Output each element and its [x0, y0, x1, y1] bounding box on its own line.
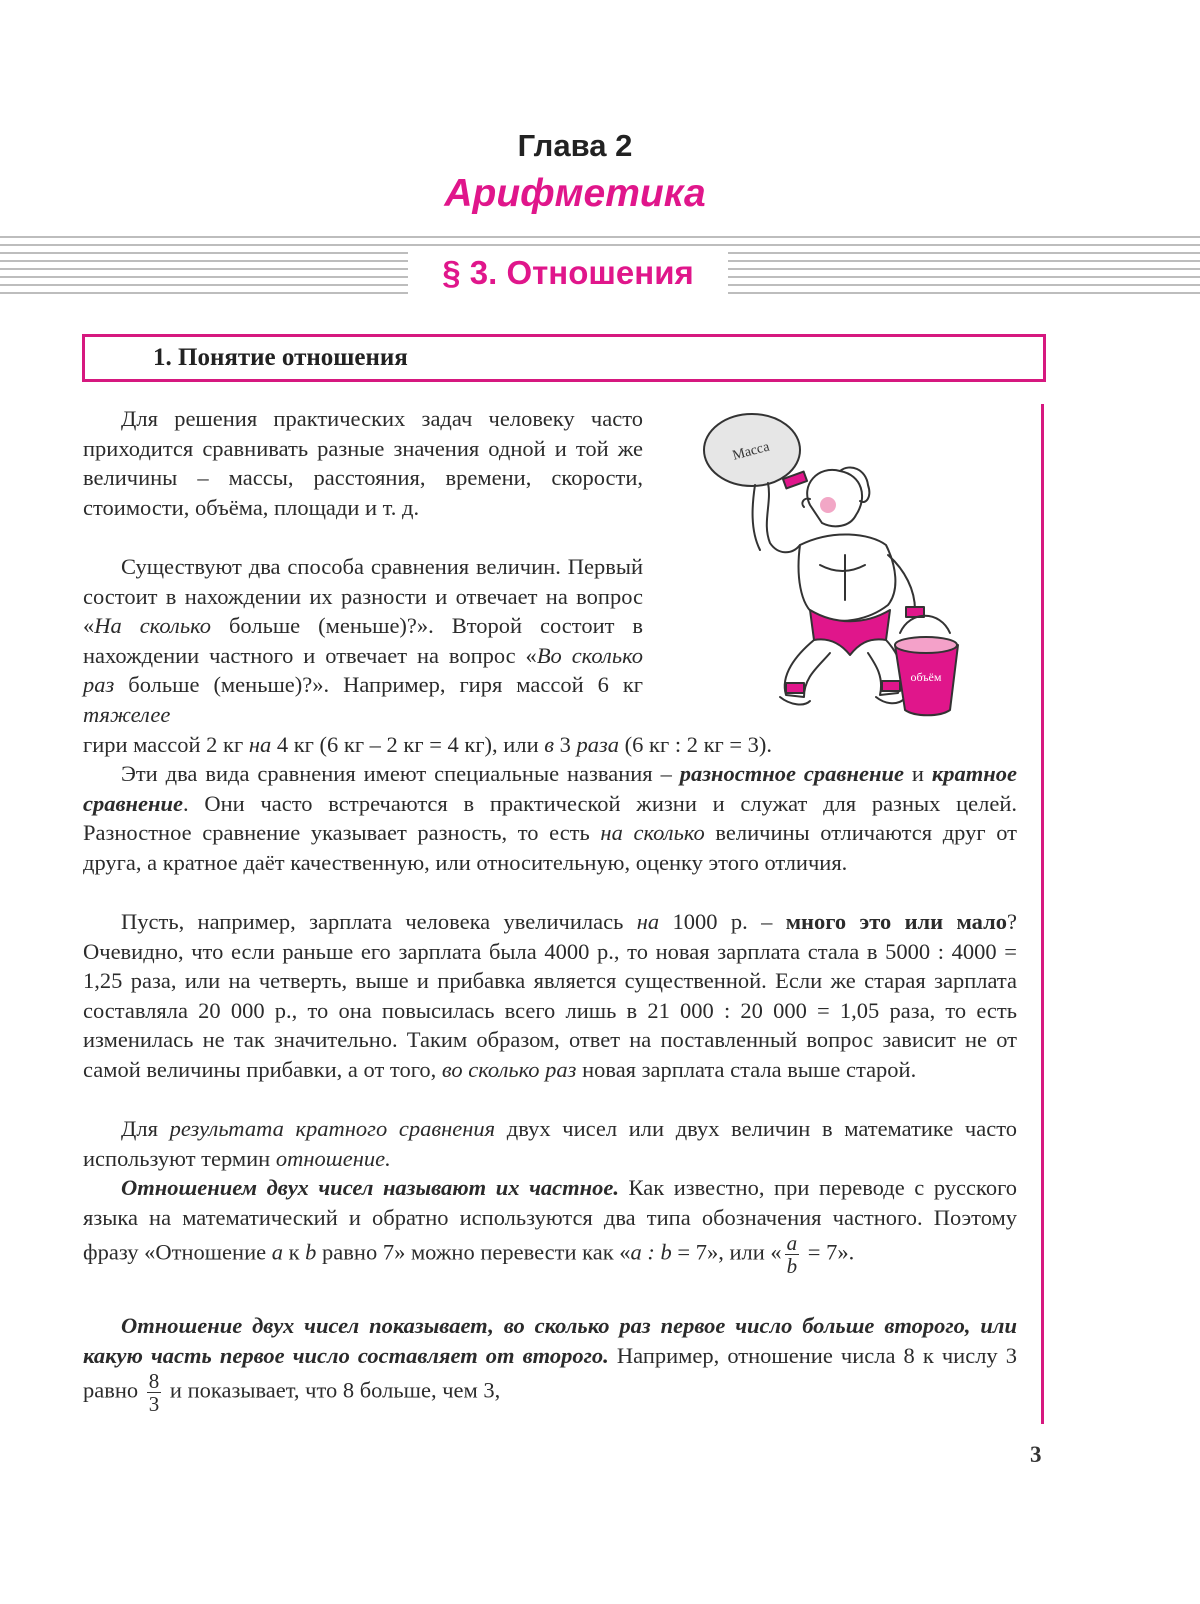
- mass-label: Масса: [731, 439, 772, 464]
- volume-label: объём: [910, 670, 942, 684]
- subsection-box: [82, 334, 1046, 382]
- page-number: 3: [1030, 1442, 1042, 1467]
- paragraph-2-cont: гири массой 2 кг на 4 кг (6 кг – 2 кг = 4 кг), или в 3 раза (6 кг : 2 кг = 3).: [83, 732, 773, 757]
- paragraph-5: Для результата кратного сравнения двух чисел или двух величин в математике часто используют термин отношение.: [83, 1116, 1017, 1171]
- section-title: § 3. Отношения: [408, 252, 728, 294]
- paragraph-1: Для решения практических задач человеку часто приходится сравнивать разные значения одной и той же величины – массы, расстояния, времени, скорости, стоимости, объёма, площади и т. д.: [83, 406, 643, 520]
- subsection-title: 1. Понятие отношения: [153, 344, 408, 371]
- chapter-label: Глава 2: [517, 128, 633, 163]
- fraction-a-over-b: $\frac{a}{b}$: [786, 1231, 798, 1279]
- fraction-8-over-3: $\frac{8}{3}$: [148, 1369, 160, 1417]
- paragraph-3: Эти два вида сравнения имеют специальные названия – разностное сравнение и кратное сравнение. Они часто встречаются в практической жизни и служат для разных целей. Разностное сравнение указывает разность, то есть на сколько величины отличаются друг от друга, а кратное даёт качественную, или относительную, оценку этого отличия.: [83, 761, 1017, 875]
- paragraph-4: Пусть, например, зарплата человека увеличилась на 1000 р. – много это или мало? Очевидно, что если раньше его зарплата была 4000 р., то новая зарплата стала в 5000 : 4000 = 1,25 раза, или на четверть, выше и прибавка является существенной. Если же старая зарплата составляла 20 000 р., то она повысилась всего лишь в 21 000 : 20 000 = 1,05 раза, то есть изменилась не так значительно. Таким образом, ответ на поставленный вопрос зависит не от самой величины прибавки, а от того, во сколько раз новая зарплата стала выше старой.: [83, 909, 1017, 1082]
- chapter-title: Арифметика: [444, 172, 706, 215]
- margin-bar: [1041, 404, 1044, 1424]
- paragraph-2: Существуют два способа сравнения величин. Первый состоит в нахождении их разности и отвечает на вопрос «На сколько больше (меньше)?». Второй состоит в нахождении частного и отвечает на вопрос «Во сколько раз больше (меньше)?». Например, гиря массой 6 кг тяжелее: [83, 554, 644, 727]
- paragraph-7: Отношение двух чисел показывает, во сколько раз первое число больше второго, или какую часть первое число составляет от второго. Например, отношение числа 8 к числу 3 равно $\frac{8}{3}$ и показывает, что 8 больше, чем 3,: [83, 1313, 1018, 1417]
- paragraph-6: Отношением двух чисел называют их частное. Как известно, при переводе с русского языка на математический и обратно используются два типа обозначения частного. Поэтому фразу «Отношение a к b равно 7» можно перевести как «a : b = 7», или « $\frac{a}{b}$ = 7».: [83, 1175, 1017, 1279]
